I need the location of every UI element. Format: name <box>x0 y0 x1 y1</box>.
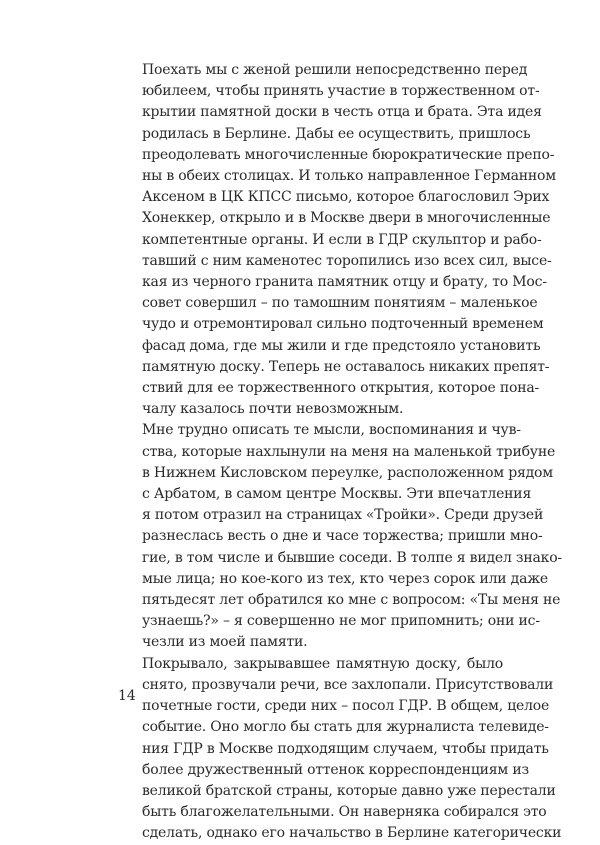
text-line: компетентные органы. И если в ГДР скульптор и рабо- <box>142 231 542 248</box>
text-line: чалу казалось почти невозможным. <box>142 401 404 418</box>
text-line: юбилеем, чтобы принять участие в торжественном от- <box>142 83 540 100</box>
text-line: снято, прозвучали речи, все захлопали. Присутствовали <box>142 676 554 693</box>
text-line: чезли из моей памяти. <box>142 634 308 651</box>
text-line: почетные гости, среди них – посол ГДР. В общем, целое <box>142 698 550 715</box>
text-line: Аксеном в ЦК КПСС письмо, которое благословил Эрих <box>142 189 550 206</box>
text-line: фасад дома, где мы жили и где предстояло установить <box>142 337 541 354</box>
text-line: с Арбатом, в самом центре Москвы. Эти впечатления <box>142 486 532 503</box>
text-line: Покрывало, закрывавшее памятную доску, было <box>142 655 503 672</box>
text-line: великой братской страны, которые давно уже перестали <box>142 782 556 799</box>
paragraph-2 <box>118 420 562 653</box>
text-line: сделать, однако его начальство в Берлине категорически <box>142 825 562 842</box>
text-line: Поехать мы с женой решили непосредственно перед <box>142 62 528 78</box>
text-line: преодолевать многочисленные бюрократические препо- <box>142 146 555 163</box>
page-number: 14 <box>118 688 136 704</box>
text-line: узнаешь?» – я совершенно не мог припомнить; они ис- <box>142 613 540 630</box>
text-line: гие, в том числе и бывшие соседи. В толпе я видел знако- <box>142 549 562 566</box>
text-line: крытии памятной доски в честь отца и брата. Эта идея <box>142 104 542 121</box>
text-line: событие. Оно могло бы стать для журналиста телевиде- <box>142 719 549 736</box>
text-line: мые лица; но кое-кого из тех, кто через сорок или даже <box>142 570 548 587</box>
text-line: тавший с ним каменотес торопились изо всех сил, высе- <box>142 252 552 269</box>
body-text <box>118 60 562 845</box>
text-line: пятьдесят лет обратился ко мне с вопросом: «Ты меня не <box>142 592 561 609</box>
text-line: быть благожелательными. Он наверняка собирался это <box>142 804 547 821</box>
text-line: ства, которые нахлынули на меня на маленькой трибуне <box>142 443 556 460</box>
paragraph-3 <box>118 654 562 845</box>
paragraph-1 <box>118 60 556 420</box>
text-line: ствий для ее торжественного открытия, которое пона- <box>142 380 540 397</box>
text-line: Мне трудно описать те мысли, воспоминания и чув- <box>142 422 521 439</box>
text-line: ния ГДР в Москве подходящим случаем, чтобы придать <box>142 740 549 757</box>
text-line: я потом отразил на страницах «Тройки». Среди друзей <box>142 507 544 524</box>
text-line: памятную доску. Теперь не оставалось никаких препят- <box>142 358 550 375</box>
text-line: более дружественный оттенок корреспонденциям из <box>142 761 529 778</box>
text-line: Хонеккер, открыло и в Москве двери в многочисленные <box>142 210 551 227</box>
text-line: в Нижнем Кисловском переулке, расположенном рядом <box>142 464 553 481</box>
text-line: родилась в Берлине. Дабы ее осуществить, пришлось <box>142 125 531 142</box>
text-line: кая из черного гранита памятник отцу и брату, то Мос- <box>142 274 547 291</box>
text-line: чудо и отремонтировал сильно подточенный временем <box>142 316 544 333</box>
text-line: ны в обеих столицах. И только направленное Германном <box>142 168 556 185</box>
text-line: совет совершил – по тамошним понятиям – маленькое <box>142 295 538 312</box>
text-line: разнеслась весть о дне и часе торжества; пришли мно- <box>142 528 543 545</box>
